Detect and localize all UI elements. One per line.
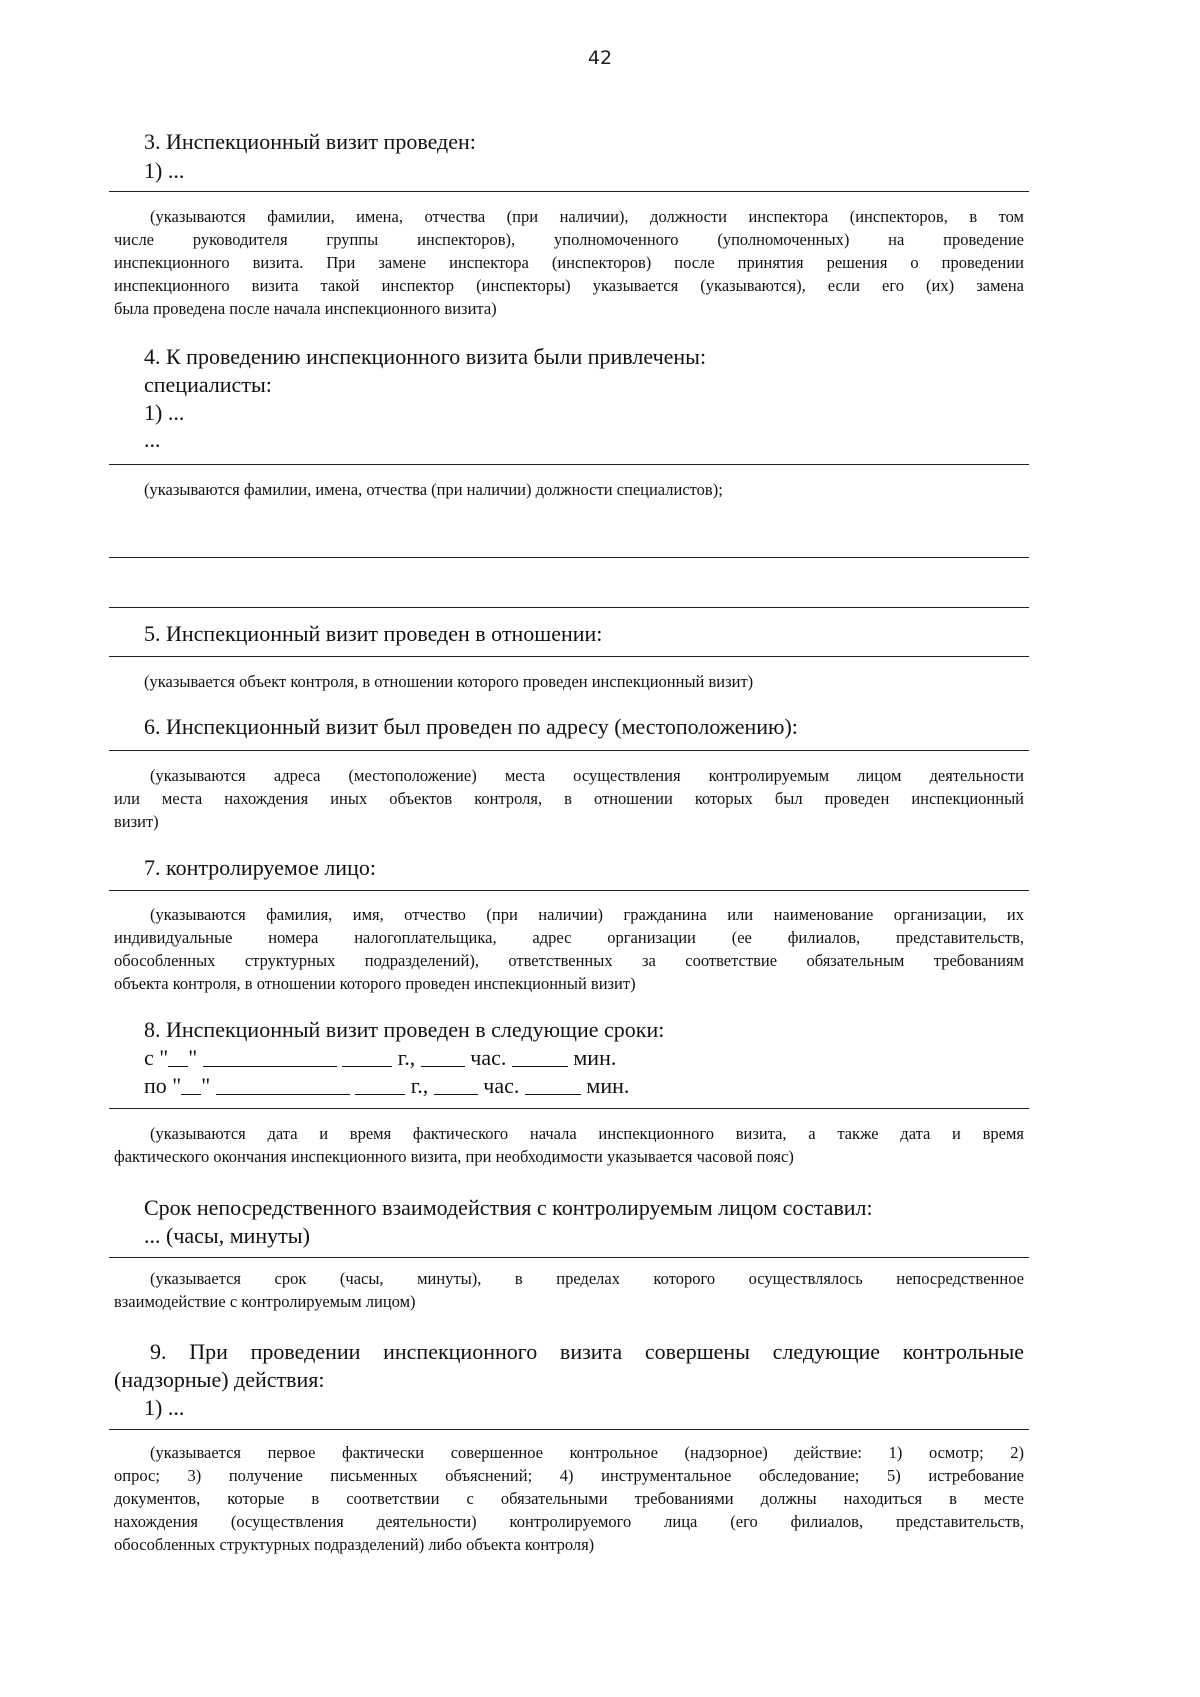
note-line: (указывается первое фактически совершенное контрольное (надзорное) действие: 1) осмотр; 2) (150, 1443, 1024, 1462)
section-9-item: 1) ... (144, 1395, 185, 1420)
section-4-fill-line (109, 464, 1029, 465)
section-4-more: ... (144, 427, 161, 452)
blank-fill-line (109, 607, 1029, 608)
minute-label: мин. (586, 1073, 630, 1098)
heading-line: (надзорные) действия: (114, 1367, 325, 1392)
quote-mark: " (188, 1045, 198, 1070)
note-line: фактического окончания инспекционного визита, при необходимости указывается часовой пояс) (114, 1147, 794, 1166)
section-8-note (114, 1122, 1024, 1168)
year-blank (355, 1074, 405, 1095)
day-blank (181, 1074, 201, 1095)
note-line: (указываются адреса (местоположение) места осуществления контролируемым лицом деятельности (150, 766, 1024, 785)
year-blank (342, 1046, 392, 1067)
hour-label: час. (483, 1073, 520, 1098)
note-line: инспекционного визита. При замене инспектора (инспекторов) после принятия решения о проведении (114, 253, 1024, 272)
year-label: г., (410, 1073, 429, 1098)
month-blank (216, 1074, 350, 1095)
note-line: объекта контроля, в отношении которого проведен инспекционный визит) (114, 974, 636, 993)
section-8-heading: 8. Инспекционный визит проведен в следующие сроки: (144, 1017, 665, 1042)
note-line: (указываются фамилии, имена, отчества (при наличии), должности инспектора (инспекторов, в том (150, 207, 1024, 226)
section-4-heading: 4. К проведению инспекционного визита были привлечены: (144, 344, 707, 369)
section-4-item: 1) ... (144, 400, 185, 425)
date-from-row (144, 1044, 616, 1072)
note-line: инспекционного визита такой инспектор (инспекторы) указывается (указываются), если его (их) замена (114, 276, 1024, 295)
note-line: обособленных структурных подразделений), ответственных за соответствие обязательным требованиям (114, 951, 1024, 970)
section-4-note (144, 478, 1024, 501)
note-line: числе руководителя группы инспекторов), уполномоченного (уполномоченных) на проведение (114, 230, 1024, 249)
section-4-subheading: специалисты: (144, 372, 272, 397)
note-line: (указываются дата и время фактического начала инспекционного визита, а также дата и время (150, 1124, 1024, 1143)
note-line: опрос; 3) получение письменных объяснений; 4) инструментальное обследование; 5) истребование (114, 1466, 1024, 1485)
note-line: визит) (114, 812, 159, 831)
hour-blank (434, 1074, 478, 1095)
note-line: обособленных структурных подразделений) либо объекта контроля) (114, 1535, 595, 1554)
note-line: документов, которые в соответствии с обязательными требованиями должны находиться в месте (114, 1489, 1024, 1508)
section-7-heading: 7. контролируемое лицо: (144, 855, 376, 880)
section-6-fill-line (109, 750, 1029, 751)
date-to-row (144, 1072, 629, 1100)
heading-line: 9. При проведении инспекционного визита совершены следующие контрольные (150, 1339, 1024, 1364)
section-3-note (114, 205, 1024, 320)
date-to-prefix: по " (144, 1073, 182, 1098)
section-3-item: 1) ... (144, 158, 185, 183)
section-5-heading: 5. Инспекционный визит проведен в отношении: (144, 621, 603, 646)
note-line: нахождения (осуществления деятельности) контролируемого лица (его филиалов, представительств, (114, 1512, 1024, 1531)
section-9-heading (114, 1338, 1024, 1394)
minute-blank (512, 1046, 568, 1067)
note-line: взаимодействие с контролируемым лицом) (114, 1292, 416, 1311)
month-blank (203, 1046, 337, 1067)
hour-label: час. (470, 1045, 507, 1070)
note-line: (указываются фамилия, имя, отчество (при наличии) гражданина или наименование организации, их (150, 905, 1024, 924)
note-line: была проведена после начала инспекционного визита) (114, 299, 497, 318)
duration-heading: Срок непосредственного взаимодействия с контролируемым лицом составил: (144, 1195, 873, 1220)
section-7-note (114, 903, 1024, 995)
section-5-note (144, 670, 1024, 693)
section-9-note (114, 1441, 1024, 1556)
date-from-prefix: с " (144, 1045, 169, 1070)
note-line: (указывается объект контроля, в отношении которого проведен инспекционный визит) (144, 672, 754, 691)
duration-note (114, 1267, 1024, 1313)
minute-blank (525, 1074, 581, 1095)
section-3-fill-line (109, 191, 1029, 192)
duration-fill-line (109, 1257, 1029, 1258)
year-label: г., (397, 1045, 416, 1070)
section-8-fill-line (109, 1108, 1029, 1109)
minute-label: мин. (573, 1045, 617, 1070)
day-blank (168, 1046, 188, 1067)
note-line: (указывается срок (часы, минуты), в пределах которого осуществлялось непосредственное (150, 1269, 1024, 1288)
section-5-fill-line (109, 656, 1029, 657)
section-7-fill-line (109, 890, 1029, 891)
note-line: или места нахождения иных объектов контроля, в отношении которых был проведен инспекционный (114, 789, 1024, 808)
section-6-note (114, 764, 1024, 833)
section-3-heading: 3. Инспекционный визит проведен: (144, 129, 476, 154)
section-6-heading: 6. Инспекционный визит был проведен по адресу (местоположению): (144, 714, 798, 739)
blank-fill-line (109, 557, 1029, 558)
quote-mark: " (201, 1073, 211, 1098)
page-number: 42 (587, 47, 613, 69)
note-line: индивидуальные номера налогоплательщика, адрес организации (ее филиалов, представительств, (114, 928, 1024, 947)
note-line: (указываются фамилии, имена, отчества (при наличии) должности специалистов); (144, 480, 723, 499)
duration-value: ... (часы, минуты) (144, 1223, 310, 1248)
hour-blank (421, 1046, 465, 1067)
section-9-fill-line (109, 1429, 1029, 1430)
